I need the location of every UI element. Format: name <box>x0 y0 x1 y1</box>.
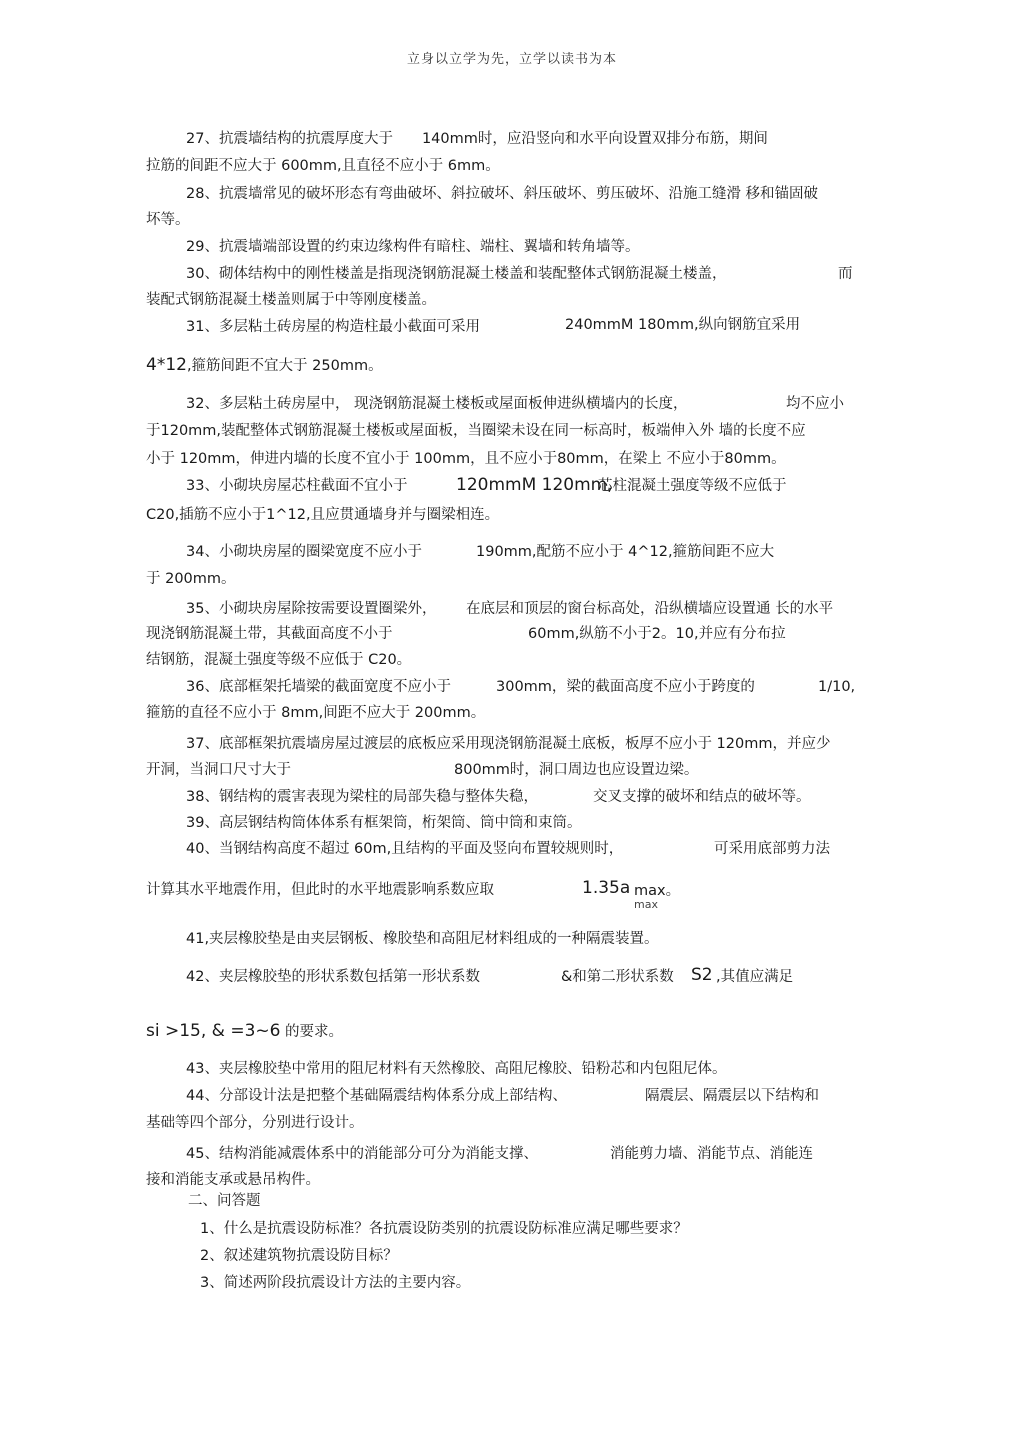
item-40-subscript: max <box>634 898 658 911</box>
item-44-line-1a: 44、分部设计法是把整个基础隔震结构体系分成上部结构、 <box>186 1088 567 1104</box>
item-31-line-1a: 31、多层粘土砖房屋的构造柱最小截面可采用 <box>186 319 480 335</box>
item-31-line-1b: 240mmM 180mm,纵向钢筋宜采用 <box>565 317 801 333</box>
page-header: 立身以立学为先，立学以读书为本 <box>406 52 617 67</box>
item-38-line-1b: 交叉支撑的破坏和结点的破坏等。 <box>593 789 811 805</box>
item-45-line-1b: 消能剪力墙、消能节点、消能连 <box>610 1146 813 1162</box>
item-35-line-1b: 在底层和顶层的窗台标高处，沿纵横墙应设置通 长的水平 <box>466 601 834 617</box>
item-27-line-1: 27、抗震墙结构的抗震厚度大于 140mm时，应沿竖向和水平向设置双排分布筋，期间 <box>186 131 768 147</box>
item-30-line-2: 装配式钢筋混凝土楼盖则属于中等刚度楼盖。 <box>146 292 436 308</box>
item-40-line-2b: 1.35a <box>582 878 631 898</box>
item-32-line-2: 于120mm,装配整体式钢筋混凝土楼板或屋面板，当圈梁未设在同一标高时，板端伸入外 墙的长度不应 <box>146 423 806 439</box>
section-2-title: 二、问答题 <box>188 1193 261 1209</box>
item-33-line-1c: 芯柱混凝土强度等级不应低于 <box>598 478 787 494</box>
item-45-line-1a: 45、结构消能减震体系中的消能部分可分为消能支撑、 <box>186 1146 538 1162</box>
item-36-line-1a: 36、底部框架托墙梁的截面宽度不应小于 <box>186 679 451 695</box>
item-39-line-1: 39、高层钢结构筒体体系有框架筒，桁架筒、筒中筒和束筒。 <box>186 815 582 831</box>
item-31-line-2 <box>146 356 383 375</box>
item-42-line-1d: ,其值应满足 <box>716 969 794 985</box>
item-30-line-1a: 30、砌体结构中的刚性楼盖是指现浇钢筋混凝土楼盖和装配整体式钢筋混凝土楼盖， <box>186 266 727 282</box>
item-37-line-2b: 800mm时，洞口周边也应设置边梁。 <box>454 762 699 778</box>
item-32-line-3: 小于 120mm，伸进内墙的长度不宜小于 100mm，且不应小于80mm，在梁上 不应小于80mm。 <box>146 451 786 467</box>
item-34-line-1a: 34、小砌块房屋的圈梁宽度不应小于 <box>186 544 422 560</box>
item-37-line-2a: 开洞，当洞口尺寸大于 <box>146 762 291 778</box>
item-30-line-1b: 而 <box>838 266 853 282</box>
item-31-line-2a: 4*12 <box>146 355 187 375</box>
item-31-line-2b: ,箍筋间距不宜大于 250mm。 <box>186 358 383 374</box>
item-36-line-1b: 300mm，梁的截面高度不应小于跨度的 <box>496 679 755 695</box>
item-42-line-1a: 42、夹层橡胶垫的形状系数包括第一形状系数 <box>186 969 480 985</box>
item-36-line-2: 箍筋的直径不应小于 8mm,间距不应大于 200mm。 <box>146 705 486 721</box>
item-35-line-2b: 60mm,纵筋不小于2。10,并应有分布拉 <box>528 626 786 642</box>
item-38-line-1a: 38、钢结构的震害表现为梁柱的局部失稳与整体失稳， <box>186 789 538 805</box>
item-37-line-1: 37、底部框架抗震墙房屋过渡层的底板应采用现浇钢筋混凝土底板，板厚不应小于 120mm，并应少 <box>186 736 831 752</box>
item-44-line-2: 基础等四个部分，分别进行设计。 <box>146 1115 364 1131</box>
item-32-line-1a: 32、多层粘土砖房屋中， 现浇钢筋混凝土楼板或屋面板伸进纵横墙内的长度， <box>186 396 688 412</box>
question-1: 1、什么是抗震设防标准？各抗震设防类别的抗震设防标准应满足哪些要求？ <box>200 1221 688 1237</box>
item-40-line-1a: 40、当钢结构高度不超过 60m,且结构的平面及竖向布置较规则时， <box>186 841 624 857</box>
item-43-line-1: 43、夹层橡胶垫中常用的阻尼材料有天然橡胶、高阻尼橡胶、铅粉芯和内包阻尼体。 <box>186 1061 727 1077</box>
item-28-line-2: 坏等。 <box>146 212 190 228</box>
item-28-line-1: 28、抗震墙常见的破坏形态有弯曲破坏、斜拉破坏、斜压破坏、剪压破坏、沿施工缝滑 移和锚固破 <box>186 186 819 202</box>
item-42-line-1b: &和第二形状系数 <box>561 969 674 985</box>
question-3: 3、简述两阶段抗震设计方法的主要内容。 <box>200 1275 471 1291</box>
item-40-line-2c: max。 <box>634 883 681 899</box>
item-42-line-2 <box>146 1022 343 1041</box>
item-40-line-2a: 计算其水平地震作用，但此时的水平地震影响系数应取 <box>146 882 494 898</box>
item-40-line-1b: 可采用底部剪力法 <box>714 841 830 857</box>
item-44-line-1b: 隔震层、隔震层以下结构和 <box>645 1088 819 1104</box>
item-33-line-2: C20,插筋不应小于1^12,且应贯通墙身并与圈梁相连。 <box>146 507 500 523</box>
item-41-line-1: 41,夹层橡胶垫是由夹层钢板、橡胶垫和高阻尼材料组成的一种隔震装置。 <box>186 931 659 947</box>
item-29-line-1: 29、抗震墙端部设置的约束边缘构件有暗柱、端柱、翼墙和转角墙等。 <box>186 239 640 255</box>
item-32-line-1b: 均不应小 <box>786 396 844 412</box>
item-36-line-1c: 1/10, <box>818 679 856 695</box>
item-45-line-2: 接和消能支承或悬吊构件。 <box>146 1172 320 1188</box>
item-34-line-2: 于 200mm。 <box>146 571 236 587</box>
item-33-line-1a: 33、小砌块房屋芯柱截面不宜小于 <box>186 478 408 494</box>
question-2: 2、叙述建筑物抗震设防目标？ <box>200 1248 398 1264</box>
item-34-line-1b: 190mm,配筋不应小于 4^12,箍筋间距不应大 <box>476 544 775 560</box>
item-33-line-1b: 120mmM 120mm, <box>456 475 613 495</box>
item-35-line-1a: 35、小砌块房屋除按需要设置圈梁外， <box>186 601 437 617</box>
item-27-line-2: 拉筋的间距不应大于 600mm,且直径不应小于 6mm。 <box>146 158 500 174</box>
item-42-line-1c: S2 <box>691 965 713 985</box>
item-35-line-2a: 现浇钢筋混凝土带，其截面高度不小于 <box>146 626 393 642</box>
item-42-line-2a: si >15, & =3~6 <box>146 1021 281 1041</box>
item-42-line-2b: 的要求。 <box>280 1024 344 1040</box>
item-35-line-3: 结钢筋，混凝土强度等级不应低于 C20。 <box>146 652 412 668</box>
